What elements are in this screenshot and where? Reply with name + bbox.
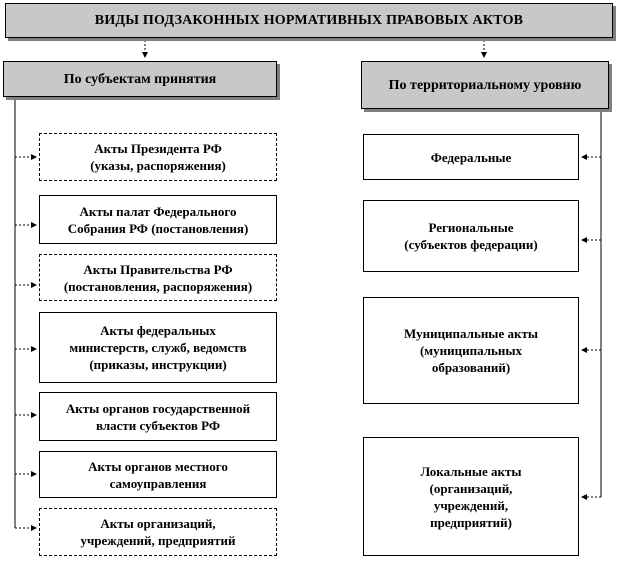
left-item-label: Акты Президента РФ (указы, распоряжения) <box>90 141 226 173</box>
left-header-text: По субъектам принятия <box>63 71 217 87</box>
left-item-president <box>39 133 277 181</box>
right-item-federal <box>363 134 579 180</box>
left-item-local-government <box>39 451 277 498</box>
right-item-local <box>363 437 579 556</box>
left-item-ministries <box>39 312 277 383</box>
right-item-label: Региональные (субъектов федерации) <box>404 220 538 252</box>
right-item-label: Федеральные <box>430 149 512 165</box>
right-item-label: Локальные акты (организаций, учреждений, предприятий) <box>420 463 522 530</box>
left-item-label: Акты органов государственной власти субъектов РФ <box>65 400 251 433</box>
left-item-label: Акты федеральных министерств, служб, ведомств (приказы, инструкции) <box>69 323 247 372</box>
right-item-municipal <box>363 297 579 404</box>
left-header <box>3 61 277 97</box>
diagram-title-text: ВИДЫ ПОДЗАКОННЫХ НОРМАТИВНЫХ ПРАВОВЫХ АКТОВ <box>94 13 524 28</box>
left-item-label: Акты Правительства РФ (постановления, распоряжения) <box>63 261 253 294</box>
right-item-regional <box>363 200 579 272</box>
left-item-subject-authorities <box>39 392 277 441</box>
left-item-label: Акты организаций, учреждений, предприятий <box>80 516 236 548</box>
left-item-organizations <box>39 508 277 556</box>
left-item-label: Акты органов местного самоуправления <box>88 458 228 491</box>
right-header <box>361 61 609 109</box>
diagram-title <box>5 3 613 38</box>
left-item-federal-assembly <box>39 195 277 244</box>
right-header-text: По территориальному уровню <box>388 77 582 93</box>
left-item-government <box>39 254 277 301</box>
right-item-label: Муниципальные акты (муниципальных образований) <box>403 326 539 375</box>
left-item-label: Акты палат Федерального Собрания РФ (постановления) <box>67 203 249 236</box>
